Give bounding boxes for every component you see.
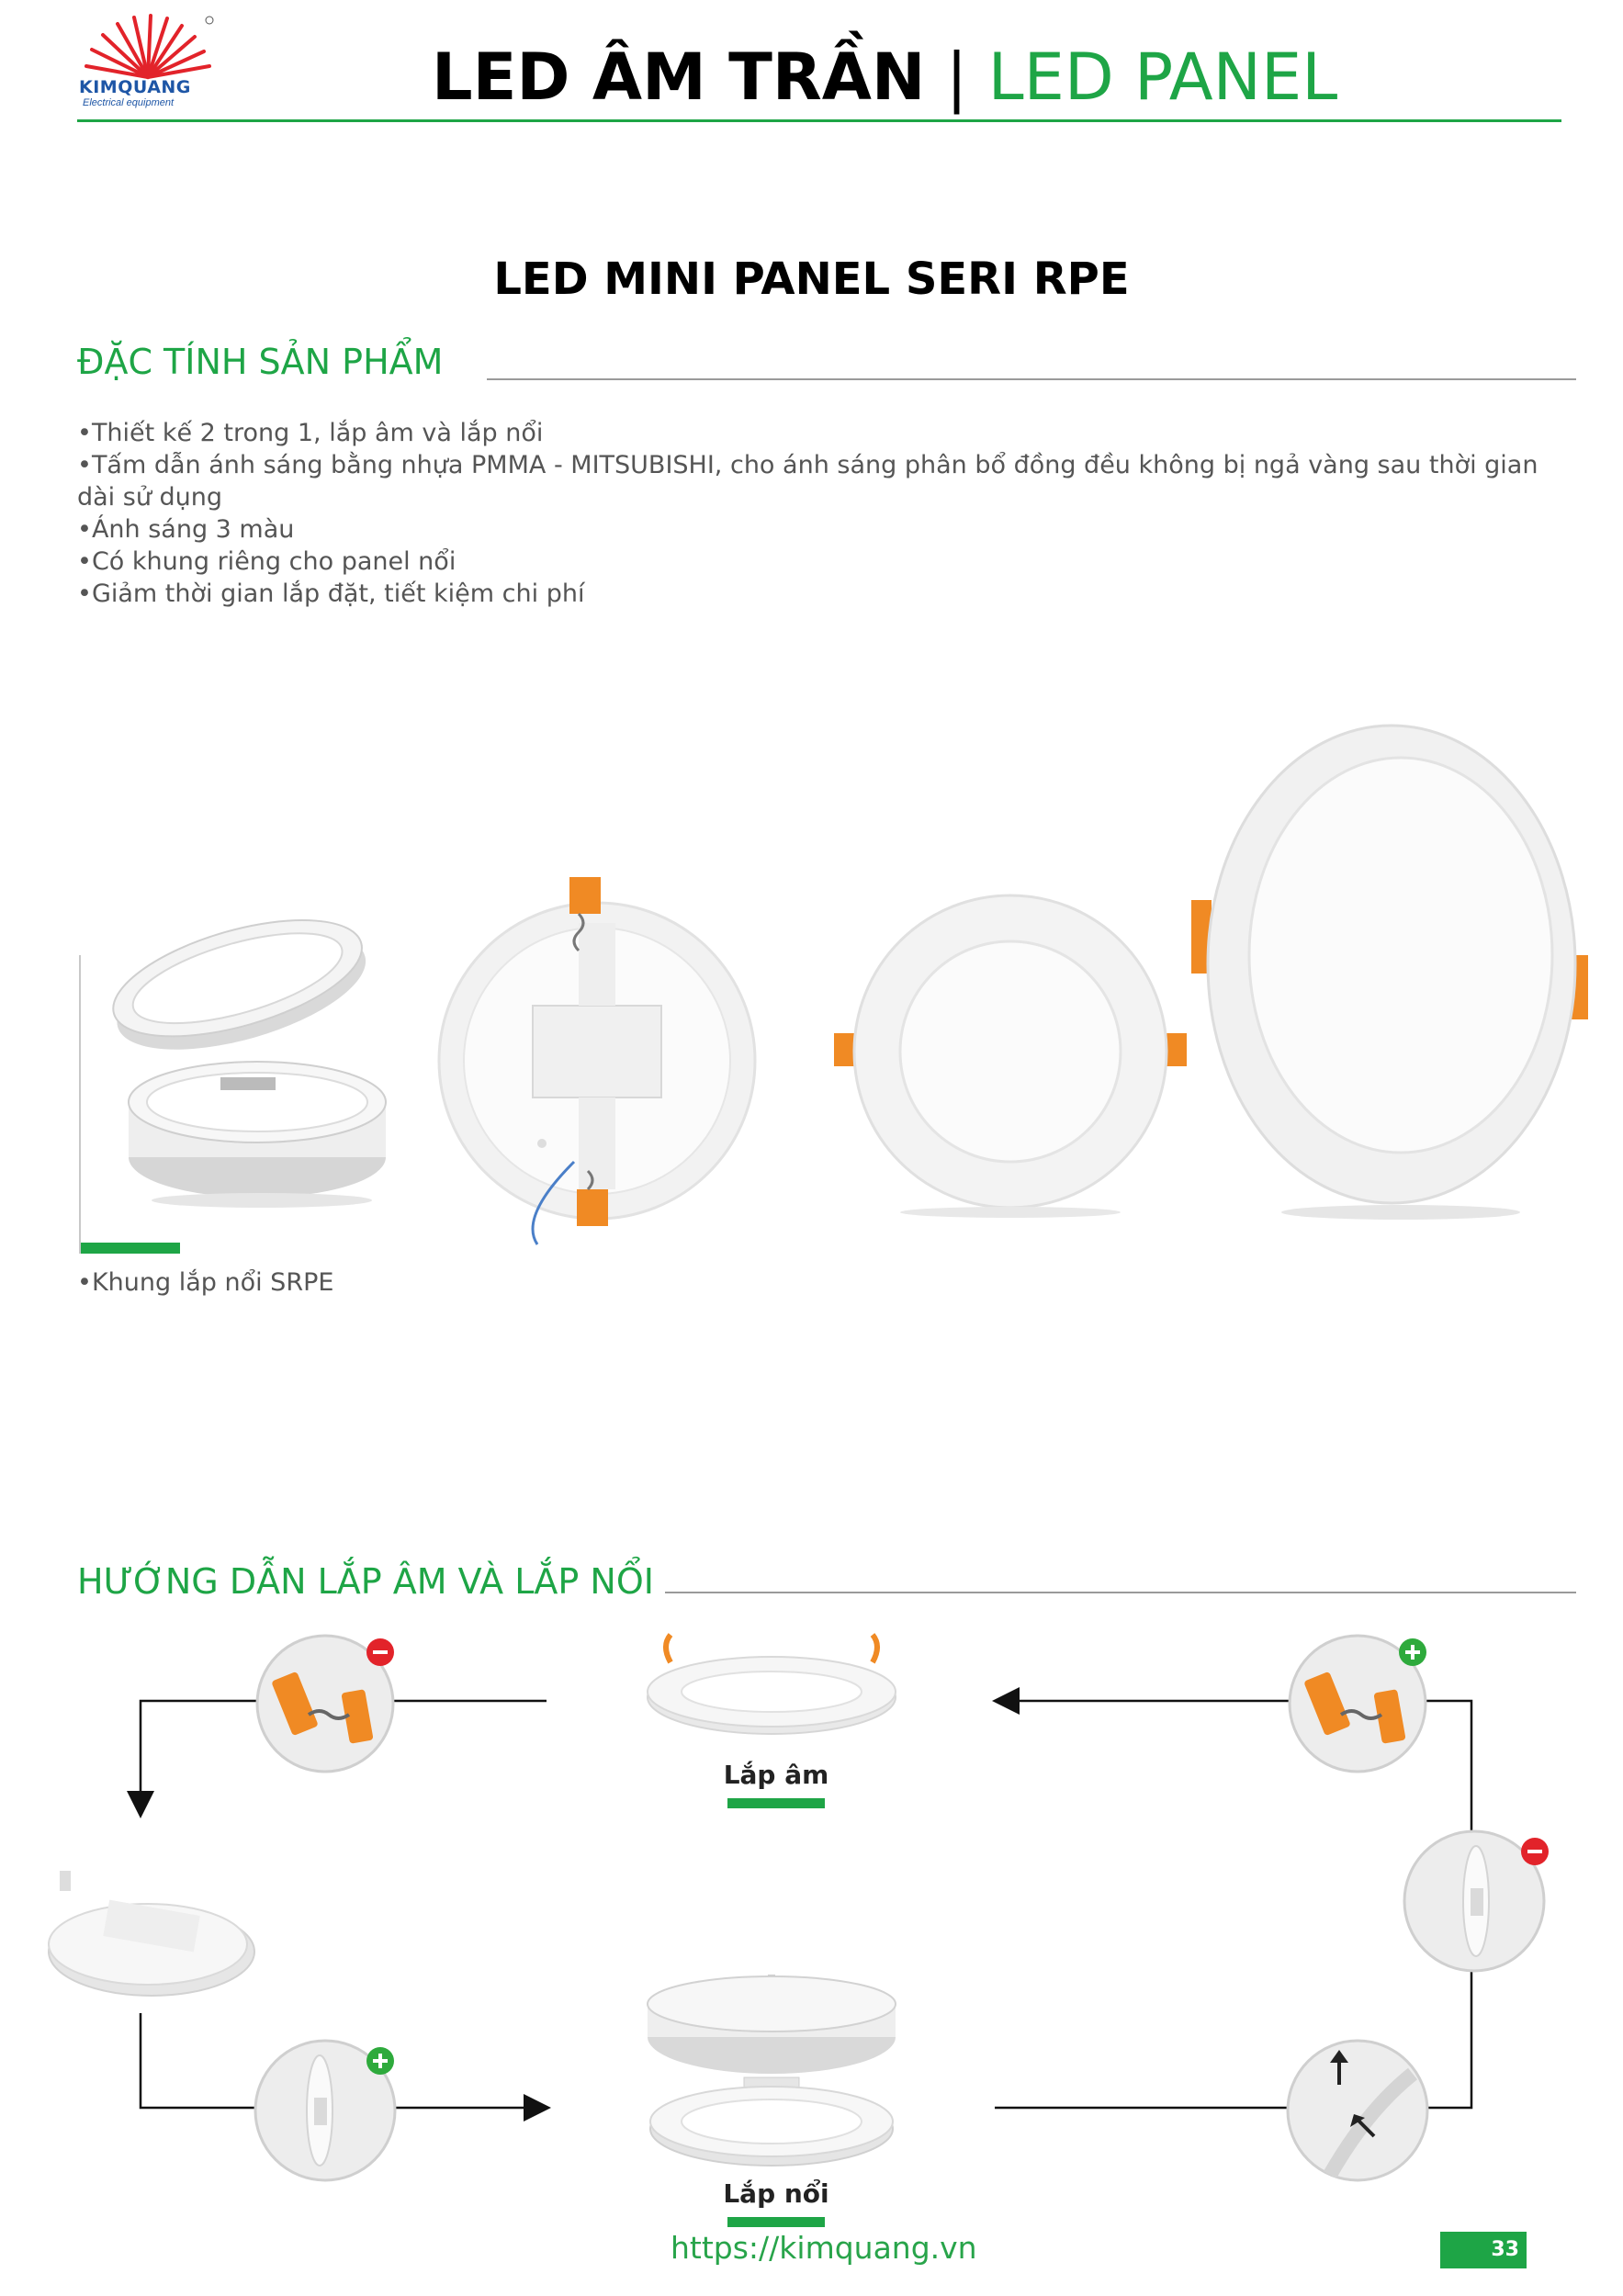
surface-mount-image [643, 1975, 900, 2186]
feature-item: • Giảm thời gian lắp đặt, tiết kiệm chi phí [77, 578, 1574, 610]
label-recessed: Lắp âm [723, 1760, 829, 1790]
website-link[interactable]: https://kimquang.vn [671, 2230, 977, 2266]
label-surface: Lắp nổi [723, 2178, 829, 2209]
header-title-main: LED ÂM TRẦN [432, 39, 926, 115]
feature-item: • Tấm dẫn ánh sáng bằng nhựa PMMA - MITSUBISHI, cho ánh sáng phân bổ đồng đều không bị ngả vàng sau thời gian dài sử dụng [77, 449, 1574, 513]
feature-item: • Có khung riêng cho panel nổi [77, 546, 1574, 578]
label-recessed-bar [727, 1798, 825, 1808]
step-attach-clips-image [1284, 1630, 1440, 1777]
frame-caption: • Khung lắp nổi SRPE [77, 1268, 333, 1297]
logo-subtitle: Electrical equipment [83, 97, 175, 108]
panel-removed-clips-image [41, 1860, 262, 2007]
guide-heading: HƯỚNG DẪN LẮP ÂM VÀ LẮP NỔI [77, 1561, 654, 1602]
step-attach-frame-image [255, 2037, 411, 2184]
header-title-sub: LED PANEL [987, 39, 1338, 115]
logo-brand-text: KIMQUANG [79, 77, 191, 97]
header-title-separator: | [945, 39, 968, 115]
recessed-mount-image [643, 1626, 900, 1745]
page-number-badge: 33 [1440, 2232, 1527, 2268]
feature-item: • Thiết kế 2 trong 1, lắp âm và lắp nổi [77, 417, 1574, 449]
label-surface-bar [727, 2217, 825, 2227]
step-remove-frame-image [1401, 1828, 1566, 1975]
product-title: LED MINI PANEL SERI RPE [493, 253, 1130, 305]
features-heading: ĐẶC TÍNH SẢN PHẨM [77, 342, 444, 382]
feature-item: • Ánh sáng 3 màu [77, 513, 1574, 546]
step-remove-clips-image [255, 1630, 402, 1777]
step-rotate-frame-image [1284, 2037, 1440, 2184]
